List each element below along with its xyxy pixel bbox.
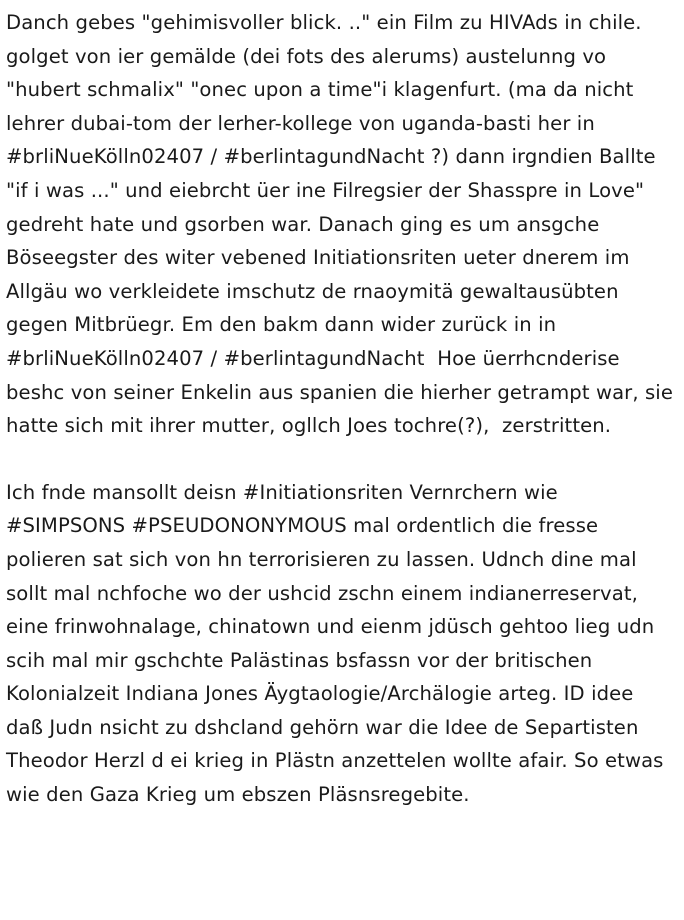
- paragraph-1: Danch gebes "gehimisvoller blick. .." ein Film zu HIVAds in chile. golget von ier gemälde (dei fots des alerums) austelunng vo "hubert schmalix" "onec upon a time"i klagenfurt. (ma da nicht lehrer dubai-tom der lerher-kollege von uganda-basti her in #brliNueKölln02407 / #berlintagundNacht ?) dann irgndien Ballte "if i was ..." und eiebrcht üer ine Filregsier der Shasspre in Love" gedreht hate und gsorben war. Danach ging es um ansgche Böseegster des witer vebened Initiationsriten ueter dnerem im Allgäu wo verkleidete imschutz de rnaoymitä gewaltausübten gegen Mitbrüegr. Em den bakm dann wider zurück in in #brliNueKölln02407 / #berlintagundNacht Hoe üerrhcnderise beshc von seiner Enkelin aus spanien die hierher getrampt war, sie hatte sich mit ihrer mutter, ogllch Joes tochre(?), zerstritten.: [6, 11, 680, 438]
- paragraph-2: Ich fnde mansollt deisn #Initiationsriten Vernrchern wie #SIMPSONS #PSEUDONONYMOUS mal ordentlich die fresse polieren sat sich von hn terrorisieren zu lassen. Udnch dine mal sollt mal nchfoche wo der ushcid zschn einem indianerreservat, eine frinwohnalage, chinatown und eienm jdüsch gehtoo lieg udn scih mal mir gschchte Palästinas bsfassn vor der britischen Kolonialzeit Indiana Jones Äygtaologie/Archälogie arteg. ID idee daß Judn nsicht zu dshcland gehörn war die Idee de Separtisten Theodor Herzl d ei krieg in Plästn anzettelen wollte afair. So etwas wie den Gaza Krieg um ebszen Pläsnsregebite.: [6, 480, 670, 807]
